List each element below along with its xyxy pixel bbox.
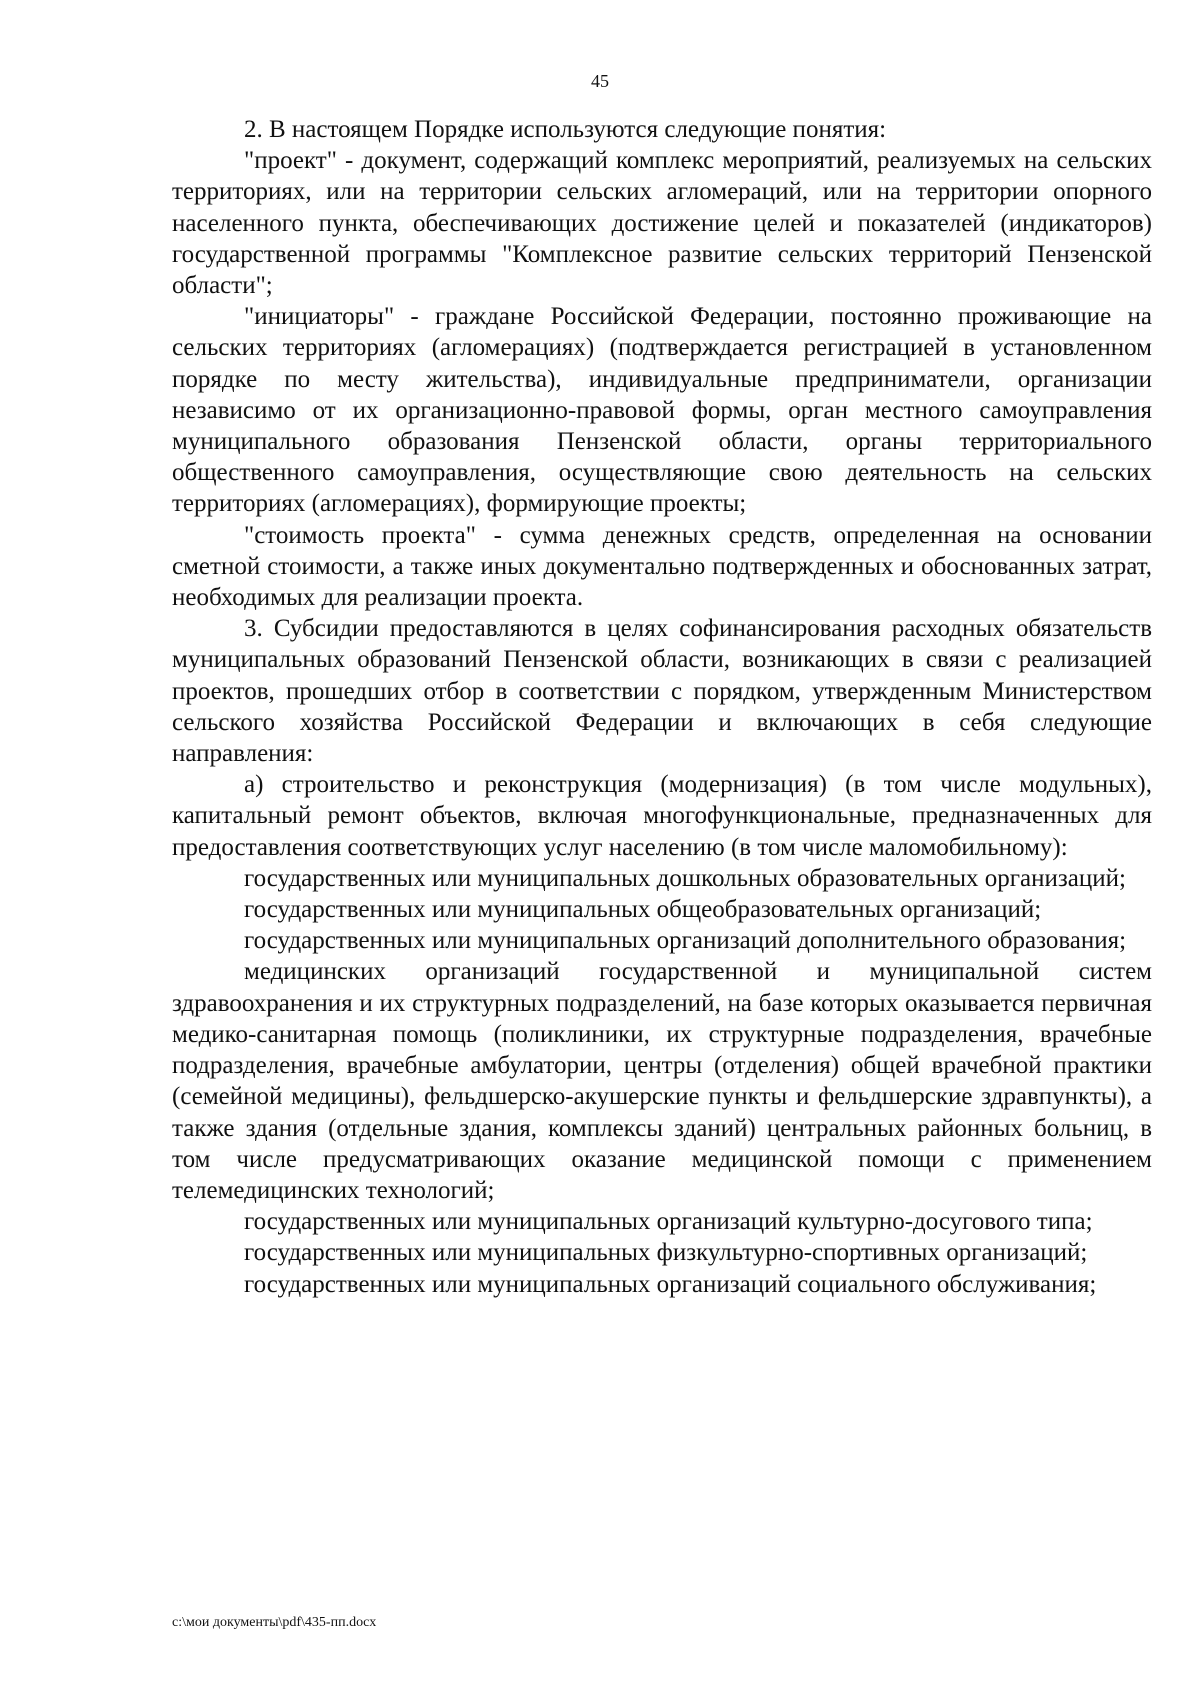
list-item-medical: медицинских организаций государственной и муниципальной систем здравоохранения и их структурных подразделений, на базе которых оказывается первичная медико-санитарная помощь (поликлиники, их структурные подразделения, врачебные подразделения, врачебные амбулатории, центры (отделения) общей врачебной практики (семейной медицины), фельдшерско-акушерские пункты и фельдшерские здравпункты), а также здания (отдельные здания, комплексы зданий) центральных районных больниц, в том числе предусматривающих оказание медицинской помощи с применением телемедицинских технологий; [172, 958, 1152, 1204]
list-item-preschool: государственных или муниципальных дошкольных образовательных организаций; [244, 864, 1126, 892]
footer-file-path: c:\мои документы\pdf\435-пп.docx [172, 1615, 377, 1630]
paragraph-project-definition: "проект" - документ, содержащий комплекс мероприятий, реализуемых на сельских территориях, или на территории сельских агломераций, или на территории опорного населенного пункта, обеспечивающих достижение целей и показателей (индикаторов) государственной программы "Комплексное развитие сельских территорий Пензенской области"; [172, 147, 1152, 300]
list-item-cultural: государственных или муниципальных организаций культурно-досугового типа; [244, 1208, 1093, 1236]
paragraph-subsidies: 3. Субсидии предоставляются в целях софинансирования расходных обязательств муниципальных образований Пензенской области, возникающих в связи с реализацией проектов, прошедших отбор в соответствии с порядком, утвержденным Министерством сельского хозяйства Российской Федерации и включающих в себя следующие направления: [172, 615, 1152, 768]
paragraph-definitions-intro: 2. В настоящем Порядке используются следующие понятия: [244, 116, 887, 143]
list-item-social-service: государственных или муниципальных организаций социального обслуживания; [244, 1270, 1097, 1298]
paragraph-item-a: а) строительство и реконструкция (модернизация) (в том числе модульных), капитальный ремонт объектов, включая многофункциональные, предназначенных для предоставления соответствующих услуг населению (в том числе маломобильному): [172, 771, 1152, 861]
list-item-additional-education: государственных или муниципальных организаций дополнительного образования; [244, 927, 1127, 955]
list-item-sports: государственных или муниципальных физкультурно-спортивных организаций; [244, 1239, 1088, 1267]
paragraph-project-cost-definition: "стоимость проекта" - сумма денежных средств, определенная на основании сметной стоимости, а также иных документально подтвержденных и обоснованных затрат, необходимых для реализации проекта. [172, 521, 1152, 612]
list-item-general-education: государственных или муниципальных общеобразовательных организаций; [244, 896, 1042, 924]
paragraph-initiators-definition: "инициаторы" - граждане Российской Федерации, постоянно проживающие на сельских территориях (агломерациях) (подтверждается регистрацией в установленном порядке по месту жительства), индивидуальные предприниматели, организации независимо от их организационно-правовой формы, орган местного самоуправления муниципального образования Пензенской области, органы территориального общественного самоуправления, осуществляющие свою деятельность на сельских территориях (агломерациях), формирующие проекты; [172, 303, 1152, 518]
document-body [172, 114, 1152, 1300]
page-number: 45 [591, 71, 609, 91]
